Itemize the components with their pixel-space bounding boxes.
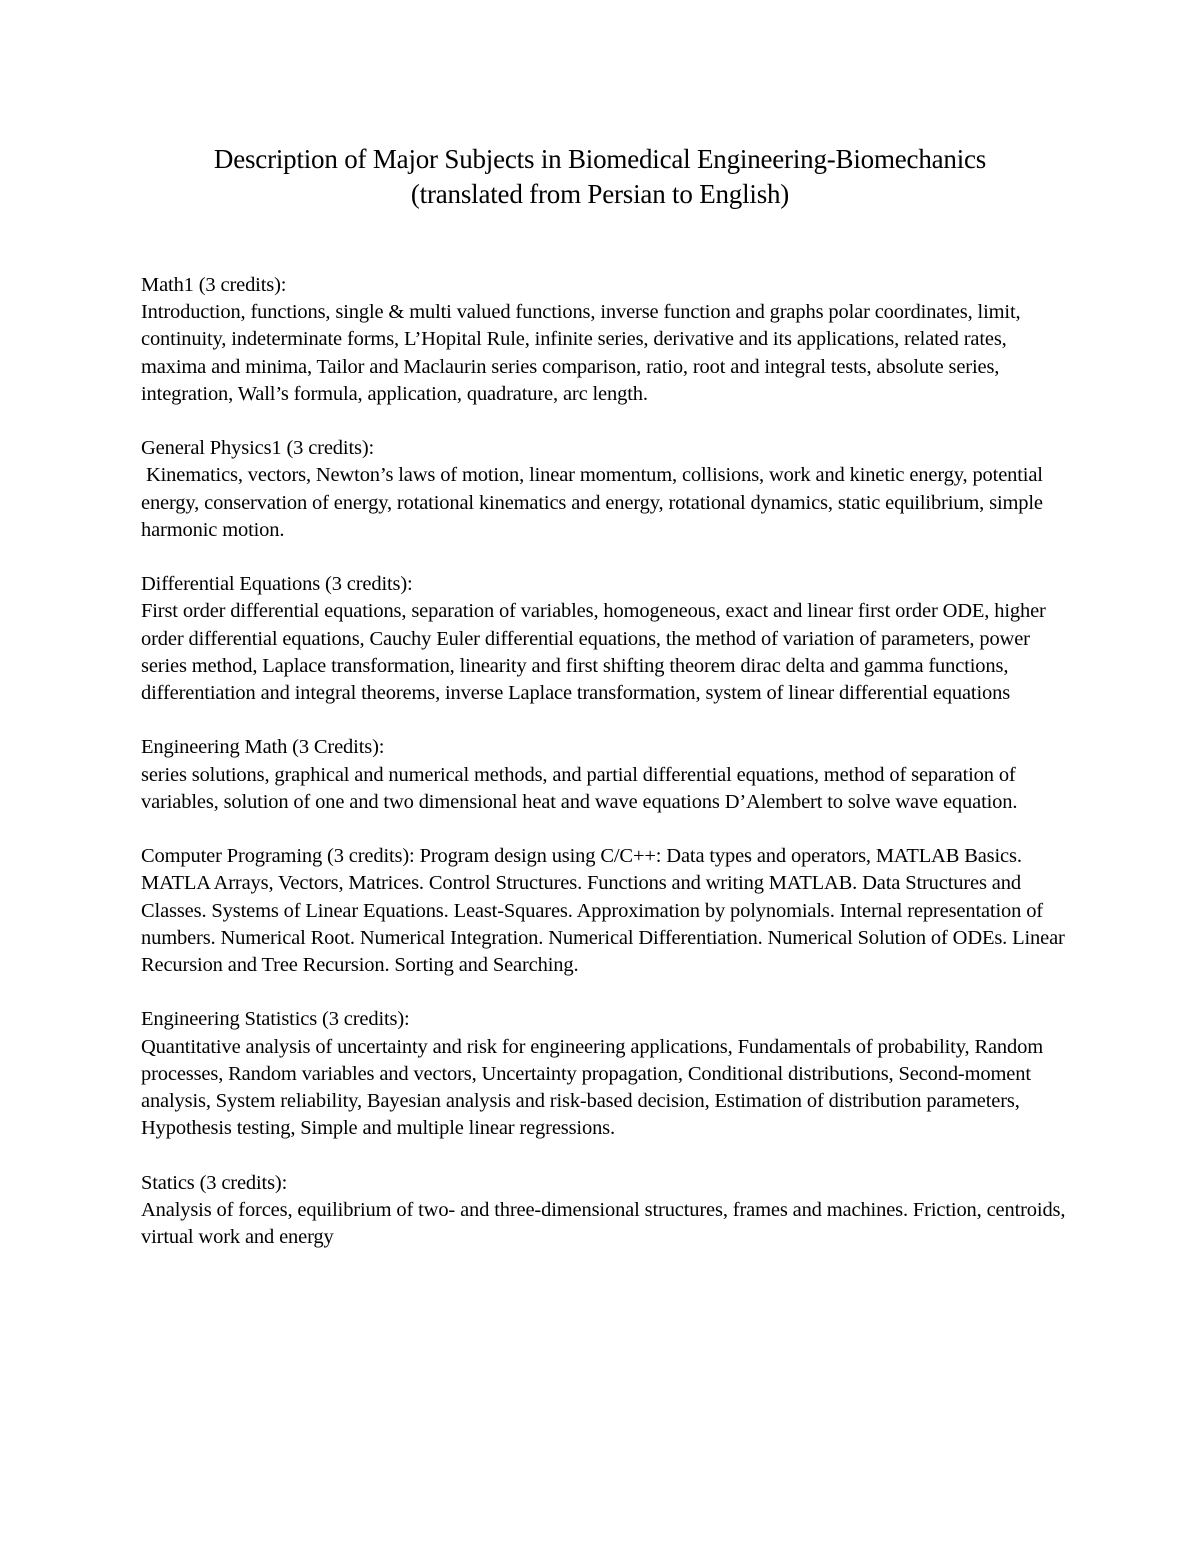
subject-description: Analysis of forces, equilibrium of two- and three-dimensional structures, frames and machines. Friction, centroids, virtual work and energy [141, 1198, 1066, 1249]
page-title [100, 142, 1100, 212]
subjects-list [141, 272, 1071, 1278]
subject-heading: General Physics1 (3 credits): [141, 437, 375, 460]
subject-section-computer-programing [141, 843, 1071, 979]
subject-description: Introduction, functions, single & multi valued functions, inverse function and graphs polar coordinates, limit, continuity, indeterminate forms, L’Hopital Rule, infinite series, derivative and its applications, related rates, maxima and minima, Tailor and Maclaurin series comparison, ratio, root and integral tests, absolute series, integration, Wall’s formula, application, quadrature, arc length. [141, 301, 1021, 405]
subject-section-engineering-statistics [141, 1006, 1071, 1142]
subject-description: Kinematics, vectors, Newton’s laws of motion, linear momentum, collisions, work and kinetic energy, potential energy, conservation of energy, rotational kinematics and energy, rotational dynamics, static equilibrium, simple harmonic motion. [141, 464, 1048, 541]
subject-section-general-physics1 [141, 435, 1071, 544]
subject-description: Quantitative analysis of uncertainty and risk for engineering applications, Fundamentals of probability, Random processes, Random variables and vectors, Uncertainty propagation, Conditional distributions, Second-moment analysis, System reliability, Bayesian analysis and risk-based decision, Estimation of distribution parameters, Hypothesis testing, Simple and multiple linear regressions. [141, 1035, 1044, 1140]
subject-section-engineering-math [141, 734, 1071, 816]
subject-heading: Math1 (3 credits): [141, 274, 287, 296]
subject-heading: Statics (3 credits): [141, 1171, 288, 1194]
subject-heading: Engineering Math (3 Credits): [141, 736, 385, 759]
subject-section-math1 [141, 272, 1071, 408]
subject-section-differential-equations [141, 571, 1071, 707]
subject-heading: Differential Equations (3 credits): [141, 573, 413, 596]
subject-description: First order differential equations, separation of variables, homogeneous, exact and linear first order ODE, higher order differential equations, Cauchy Euler differential equations, the method of variation of parameters, power series method, Laplace transformation, linearity and first shifting theorem dirac delta and gamma functions, differentiation and integral theorems, inverse Laplace transformation, system of linear differential equations [141, 600, 1046, 705]
title-line-subtitle: (translated from Persian to English) [410, 179, 790, 209]
subject-heading: Engineering Statistics (3 credits): [141, 1008, 410, 1031]
subject-description: series solutions, graphical and numerical methods, and partial differential equations, method of separation of variables, solution of one and two dimensional heat and wave equations D’Alembert to solve wave equation. [141, 763, 1018, 813]
subject-description: Program design using C/C++: Data types and operators, MATLAB Basics. MATLA Arrays, Vectors, Matrices. Control Structures. Functions and writing MATLAB. Data Structures and Classes. Systems of Linear Equations. Least-Squares. Approximation by polynomials. Internal representation of numbers. Numerical Root. Numerical Integration. Numerical Differentiation. Numerical Solution of ODEs. Linear Recursion and Tree Recursion. Sorting and Searching. [141, 845, 1070, 977]
title-line-main: Description of Major Subjects in Biomedical Engineering-Biomechanics [213, 144, 987, 174]
subject-section-statics [141, 1170, 1071, 1252]
subject-heading: Computer Programing (3 credits): [141, 845, 415, 868]
